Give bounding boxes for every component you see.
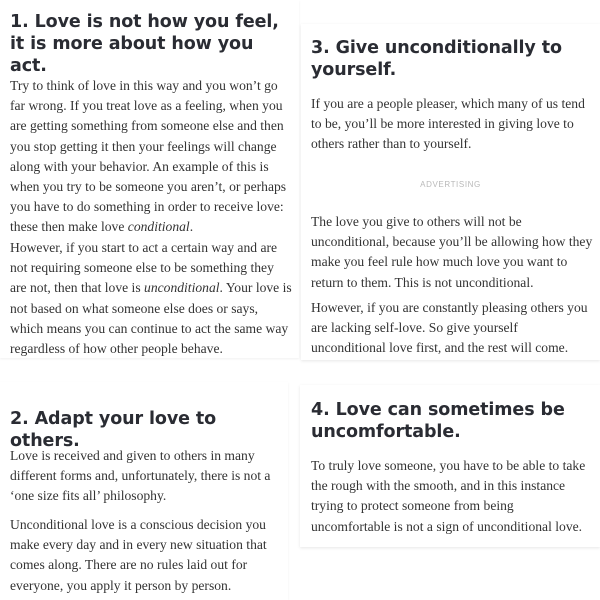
section-card-4 [300, 385, 600, 547]
section-1-heading: 1. Love is not how you feel, it is more about how you act. [10, 12, 279, 76]
section-3-heading: 3. Give unconditionally to yourself. [311, 38, 562, 80]
section-card-2 [0, 382, 288, 600]
section-1-paragraph-1 [10, 76, 292, 238]
section-1-paragraph-1-end: . [189, 219, 194, 235]
section-1-paragraph-1-text: Try to think of love in this way and you won’t go far wrong. If you treat love as a feeling, when you are getting something from someone else and then you stop getting it then your feelings will change along with your behavior. An example of this is when you try to be someone you aren’t, or perhaps you have to do something in order to receive love: these then make love [10, 78, 287, 235]
section-2-paragraph-1: Love is received and given to others in many different forms and, unfortunately, there is not a ‘one size fits all’ philosophy. [10, 448, 271, 504]
section-1-paragraph-2-emphasis: unconditional [144, 280, 220, 296]
advertising-label: ADVERTISING [420, 180, 481, 189]
section-3-paragraph-2: The love you give to others will not be unconditional, because you’ll be allowing how they make you feel rule how much love you want to return to them. This is not unconditional. [311, 214, 593, 290]
section-3-paragraph-3: However, if you are constantly pleasing others you are lacking self-love. So give yourself unconditional love first, and the rest will come. [311, 300, 588, 356]
section-4-heading: 4. Love can sometimes be uncomfortable. [311, 400, 565, 442]
section-1-paragraph-2-text: However, if you start to act a certain way and are not requiring someone else to be something they are not, then that love is [10, 240, 278, 296]
section-card-1 [0, 0, 299, 358]
section-3-paragraph-1: If you are a people pleaser, which many of us tend to be, you’ll be more interested in giving love to others rather than to yourself. [311, 96, 585, 152]
section-4-paragraph-1: To truly love someone, you have to be able to take the rough with the smooth, and in this instance trying to protect someone from being uncomfortable is not a sign of unconditional love. [311, 458, 586, 534]
section-2-paragraph-2: Unconditional love is a conscious decision you make every day and in every new situation that comes along. There are no rules laid out for everyone, you apply it person by person. [10, 517, 267, 593]
section-2-heading: 2. Adapt your love to others. [10, 409, 217, 451]
section-1-paragraph-1-emphasis: conditional [127, 219, 190, 235]
section-card-3 [301, 24, 600, 360]
section-1-paragraph-2 [10, 238, 292, 358]
section-1-paragraph-2-end: . Your love is not based on what someone else does or says, which means you can continue to act the same way regardless of how other people behave. [10, 280, 292, 357]
